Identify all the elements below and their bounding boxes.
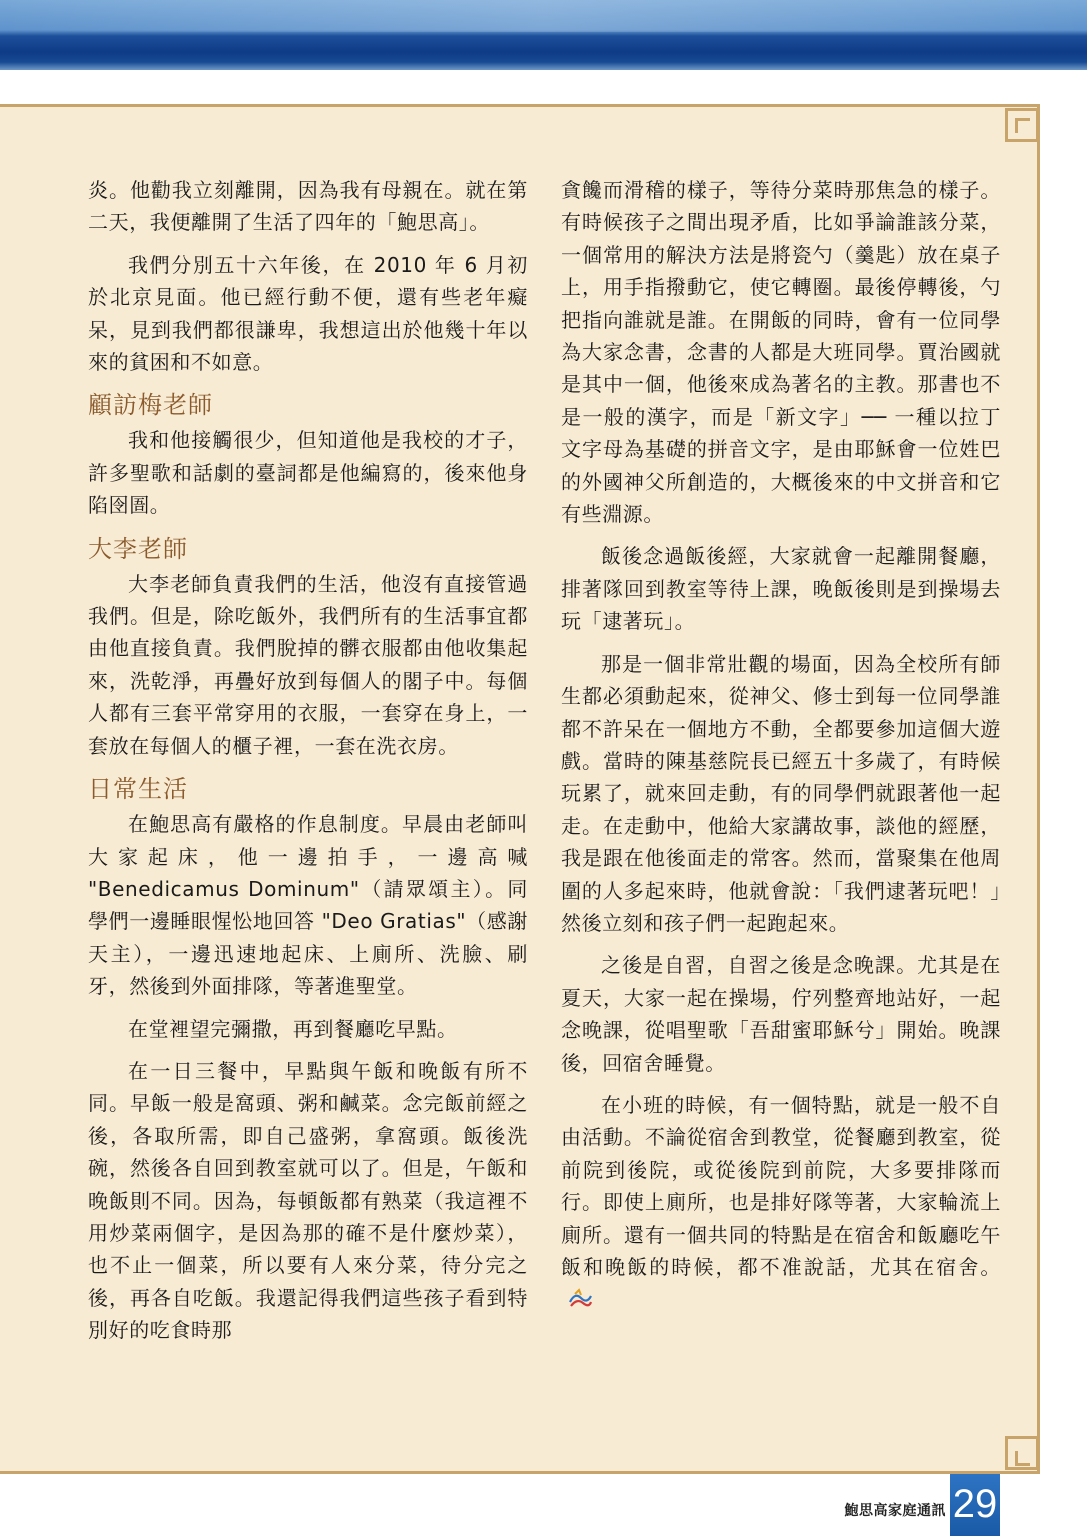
paragraph-text: 在小班的時候，有一個特點，就是一般不自由活動。不論從宿舍到教堂，從餐廳到教室，從前院到後院，或從後院到前院，大多要排隊而行。即使上廁所，也是排好隊等著，大家輪流上廁所。還有一個共同的特點是在宿舍和飯廳吃午飯和晚飯的時候，都不准說話，尤其在宿舍。 (561, 1092, 1001, 1279)
paragraph (88, 568, 528, 762)
paragraph-text: 飯後念過飯後經，大家就會一起離開餐廳，排著隊回到教室等待上課，晚飯後則是到操場去玩「逮著玩」。 (561, 544, 1001, 634)
paragraph (88, 424, 528, 521)
paragraph-text: 之後是自習，自習之後是念晚課。尤其是在夏天，大家一起在操場，佇列整齊地站好，一起念晚課，從唱聖歌「吾甜蜜耶穌兮」開始。晚課後，回宿舍睡覺。 (561, 953, 1001, 1075)
end-mark-icon (567, 1288, 593, 1310)
paragraph-text: 大李老師負責我們的生活，他沒有直接管過我們。但是，除吃飯外，我們所有的生活事宜都由他直接負責。我們脫掉的髒衣服都由他收集起來，洗乾淨，再疊好放到每個人的閣子中。每個人都有三套平常穿用的衣服，一套穿在身上，一套放在每個人的櫃子裡，一套在洗衣房。 (88, 571, 528, 758)
paragraph (561, 1089, 1001, 1316)
header-band (0, 0, 1087, 70)
heading-text: 日常生活 (88, 775, 188, 804)
paragraph-text: 炎。他勸我立刻離開，因為我有母親在。就在第二天，我便離開了生活了四年的「鮑思高」。 (88, 178, 528, 235)
paragraph (88, 1055, 528, 1347)
paragraph-text: 在鮑思高有嚴格的作息制度。早晨由老師叫大家起床，他一邊拍手，一邊高喊 "Benedicamus Dominum"（請眾頌主）。同學們一邊睡眼惺忪地回答 "Deo Gratias"（感謝天主），一邊迅速地起床、上廁所、洗臉、刷牙，然後到外面排隊，等著進聖堂。 (88, 812, 528, 999)
corner-fret-ornament-bottom (1005, 1436, 1039, 1470)
corner-fret-ornament-top (1005, 108, 1039, 142)
heading-text: 顧訪梅老師 (88, 391, 213, 420)
paragraph (88, 249, 528, 379)
paragraph-text: 我和他接觸很少，但知道他是我校的才子，許多聖歌和話劇的臺詞都是他編寫的，後來他身陷囹圄。 (88, 428, 528, 518)
section-heading (88, 532, 528, 566)
section-heading (88, 388, 528, 422)
page-number: 29 (952, 1482, 998, 1526)
paragraph-text: 貪饞而滑稽的樣子，等待分菜時那焦急的樣子。有時候孩子之間出現矛盾，比如爭論誰該分菜，一個常用的解決方法是將瓷勺（羹匙）放在桌子上，用手指撥動它，使它轉圈。最後停轉後，勺把指向誰就是誰。在開飯的同時，會有一位同學為大家念書，念書的人都是大班同學。賈治國就是其中一個，他後來成為著名的主教。那書也不是一般的漢字，而是「新文字」── 一種以拉丁文字母為基礎的拼音文字，是由耶穌會一位姓巴的外國神父所創造的，大概後來的中文拼音和它有些淵源。 (561, 178, 1001, 527)
paragraph-text: 我們分別五十六年後，在 2010 年 6 月初於北京見面。他已經行動不便，還有些老年癡呆，見到我們都很謙卑，我想這出於他幾十年以來的貧困和不如意。 (88, 252, 528, 375)
paragraph-text: 那是一個非常壯觀的場面，因為全校所有師生都必須動起來，從神父、修士到每一位同學誰都不許呆在一個地方不動，全都要參加這個大遊戲。當時的陳基慈院長已經五十多歲了，有時候玩累了，就來回走動，有的同學們就跟著他一起走。在走動中，他給大家講故事，談他的經歷，我是跟在他後面走的常客。然而，當聚集在他周圍的人多起來時，他就會說：「我們逮著玩吧！」然後立刻和孩子們一起跑起來。 (561, 651, 1001, 935)
paragraph-text: 在一日三餐中，早點與午飯和晚飯有所不同。早飯一般是窩頭、粥和鹹菜。念完飯前經之後，各取所需，即自己盛粥，拿窩頭。飯後洗碗，然後各自回到教室就可以了。但是，午飯和晚飯則不同。因為，每頓飯都有熟菜（我這裡不用炒菜兩個字，是因為那的確不是什麼炒菜），也不止一個菜，所以要有人來分菜，待分完之後，再各自吃飯。我還記得我們這些孩子看到特別好的吃食時那 (88, 1058, 528, 1343)
paragraph (561, 174, 1001, 530)
publication-title: 鮑思高家庭通訊 (844, 1503, 946, 1519)
paragraph (561, 540, 1001, 637)
paragraph (561, 949, 1001, 1079)
left-column (88, 174, 528, 1357)
right-column (561, 174, 1001, 1326)
header-sheen (0, 0, 1087, 32)
paragraph (88, 174, 528, 239)
paragraph (88, 808, 528, 1002)
section-heading (88, 772, 528, 806)
paragraph (561, 648, 1001, 940)
paragraph (88, 1013, 528, 1045)
paragraph-text: 在堂裡望完彌撒，再到餐廳吃早點。 (128, 1016, 458, 1041)
heading-text: 大李老師 (88, 534, 188, 563)
